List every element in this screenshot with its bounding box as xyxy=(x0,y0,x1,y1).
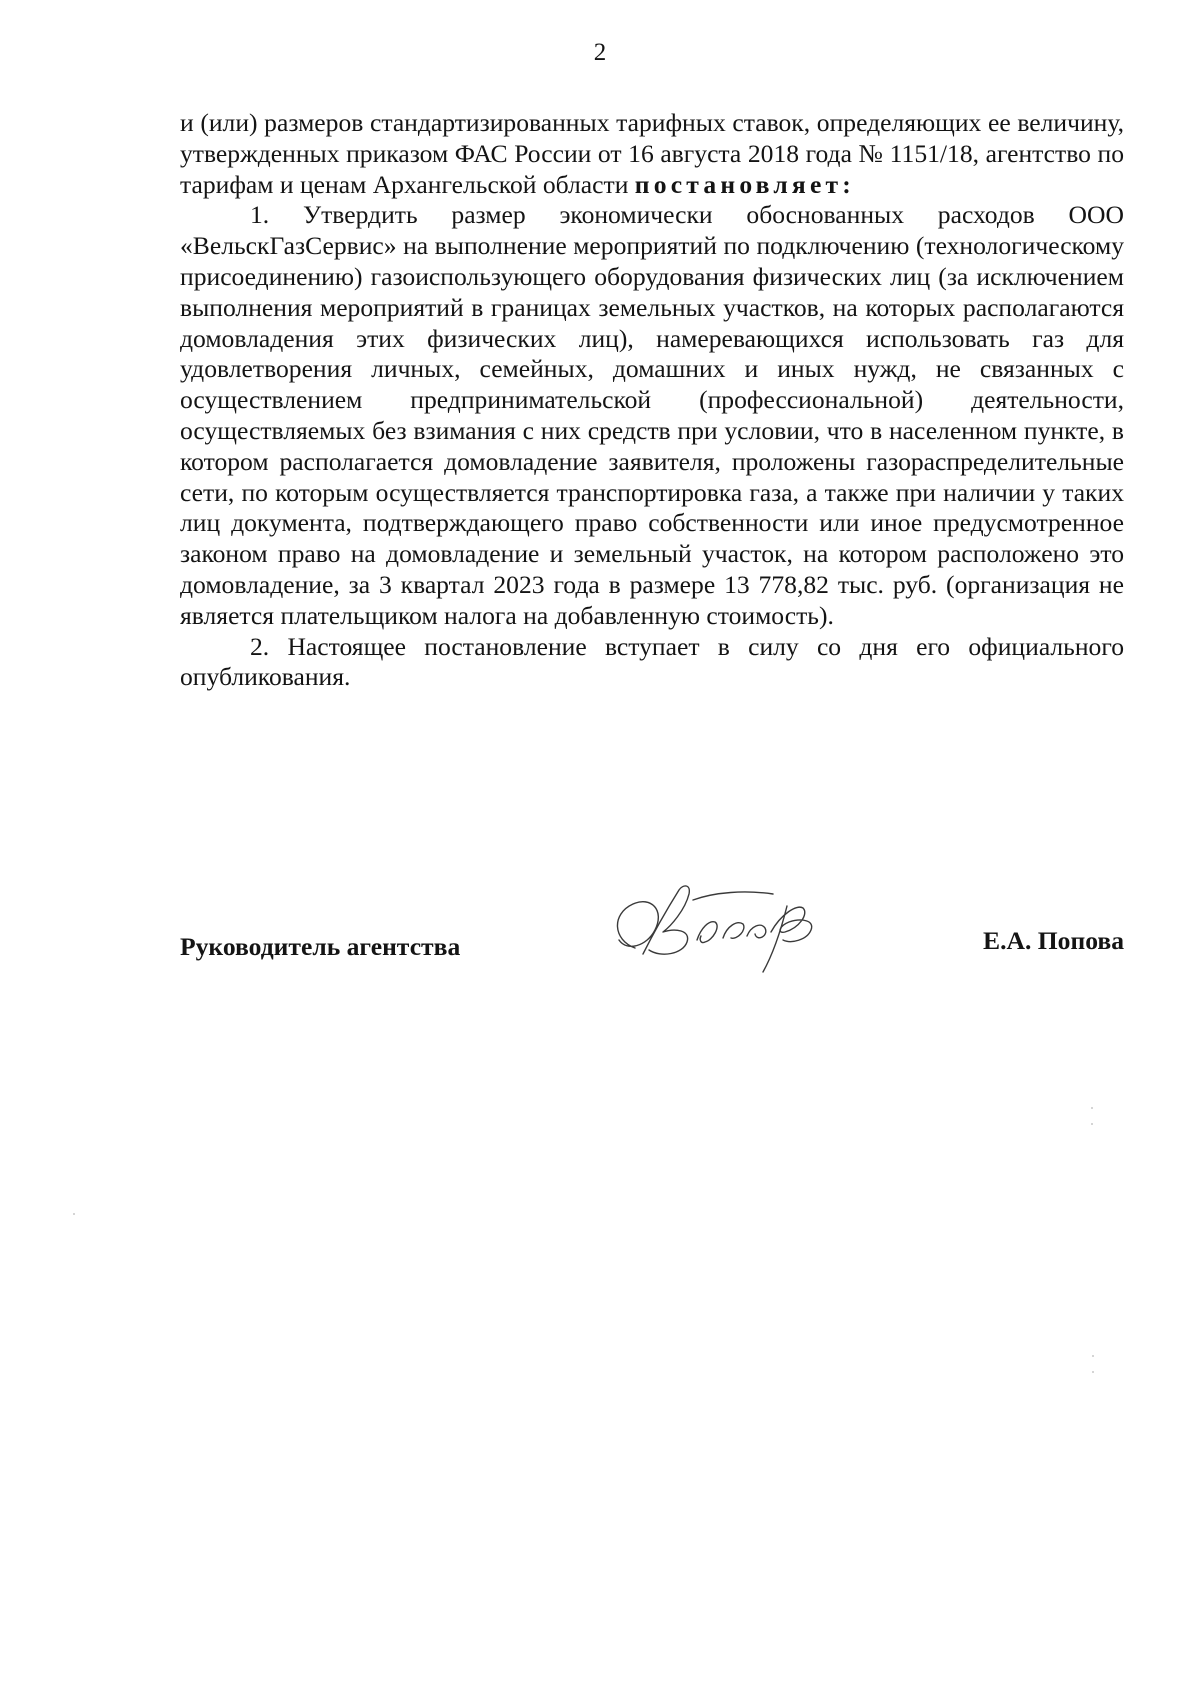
scan-speck xyxy=(73,1213,75,1215)
intro-text: и (или) размеров стандартизированных тарифных ставок, определяющих ее величину, утвержденных приказом ФАС России от 16 августа 2018 года № 1151/18, агентство по тарифам и ценам Архангельской области xyxy=(180,108,1124,199)
scan-speck xyxy=(1091,1123,1093,1125)
item-1-paragraph: 1. Утвердить размер экономически обоснованных расходов ООО «ВельскГазСервис» на выполнение мероприятий по подключению (технологическому присоединению) газоиспользующего оборудования физических лиц (за исключением выполнения мероприятий в границах земельных участков, на которых располагаются домовладения этих физических лиц), намеревающихся использовать газ для удовлетворения личных, семейных, домашних и иных нужд, не связанных с осуществлением предпринимательской (профессиональной) деятельности, осуществляемых без взимания с них средств при условии, что в населенном пункте, в котором располагается домовладение заявителя, проложены газораспределительные сети, по которым осуществляется транспортировка газа, а также при наличии у таких лиц документа, подтверждающего право собственности или иное предусмотренное законом право на домовладение и земельный участок, на котором расположено это домовладение, за 3 квартал 2023 года в размере 13 778,82 тыс. руб. (организация не является плательщиком налога на добавленную стоимость). xyxy=(180,200,1124,630)
intro-paragraph xyxy=(180,108,1124,200)
signer-name: Е.А. Попова xyxy=(983,926,1124,955)
document-body xyxy=(180,108,1124,693)
signer-title: Руководитель агентства xyxy=(180,932,461,961)
item-2-paragraph: 2. Настоящее постановление вступает в силу со дня его официального опубликования. xyxy=(180,631,1124,692)
resolves-word: постановляет: xyxy=(634,169,856,199)
scan-speck xyxy=(1092,1371,1094,1373)
scan-speck xyxy=(1091,1107,1093,1109)
handwritten-signature xyxy=(605,870,825,980)
scan-speck xyxy=(1092,1355,1094,1357)
page-number: 2 xyxy=(593,39,607,66)
signature-block xyxy=(180,870,1124,990)
